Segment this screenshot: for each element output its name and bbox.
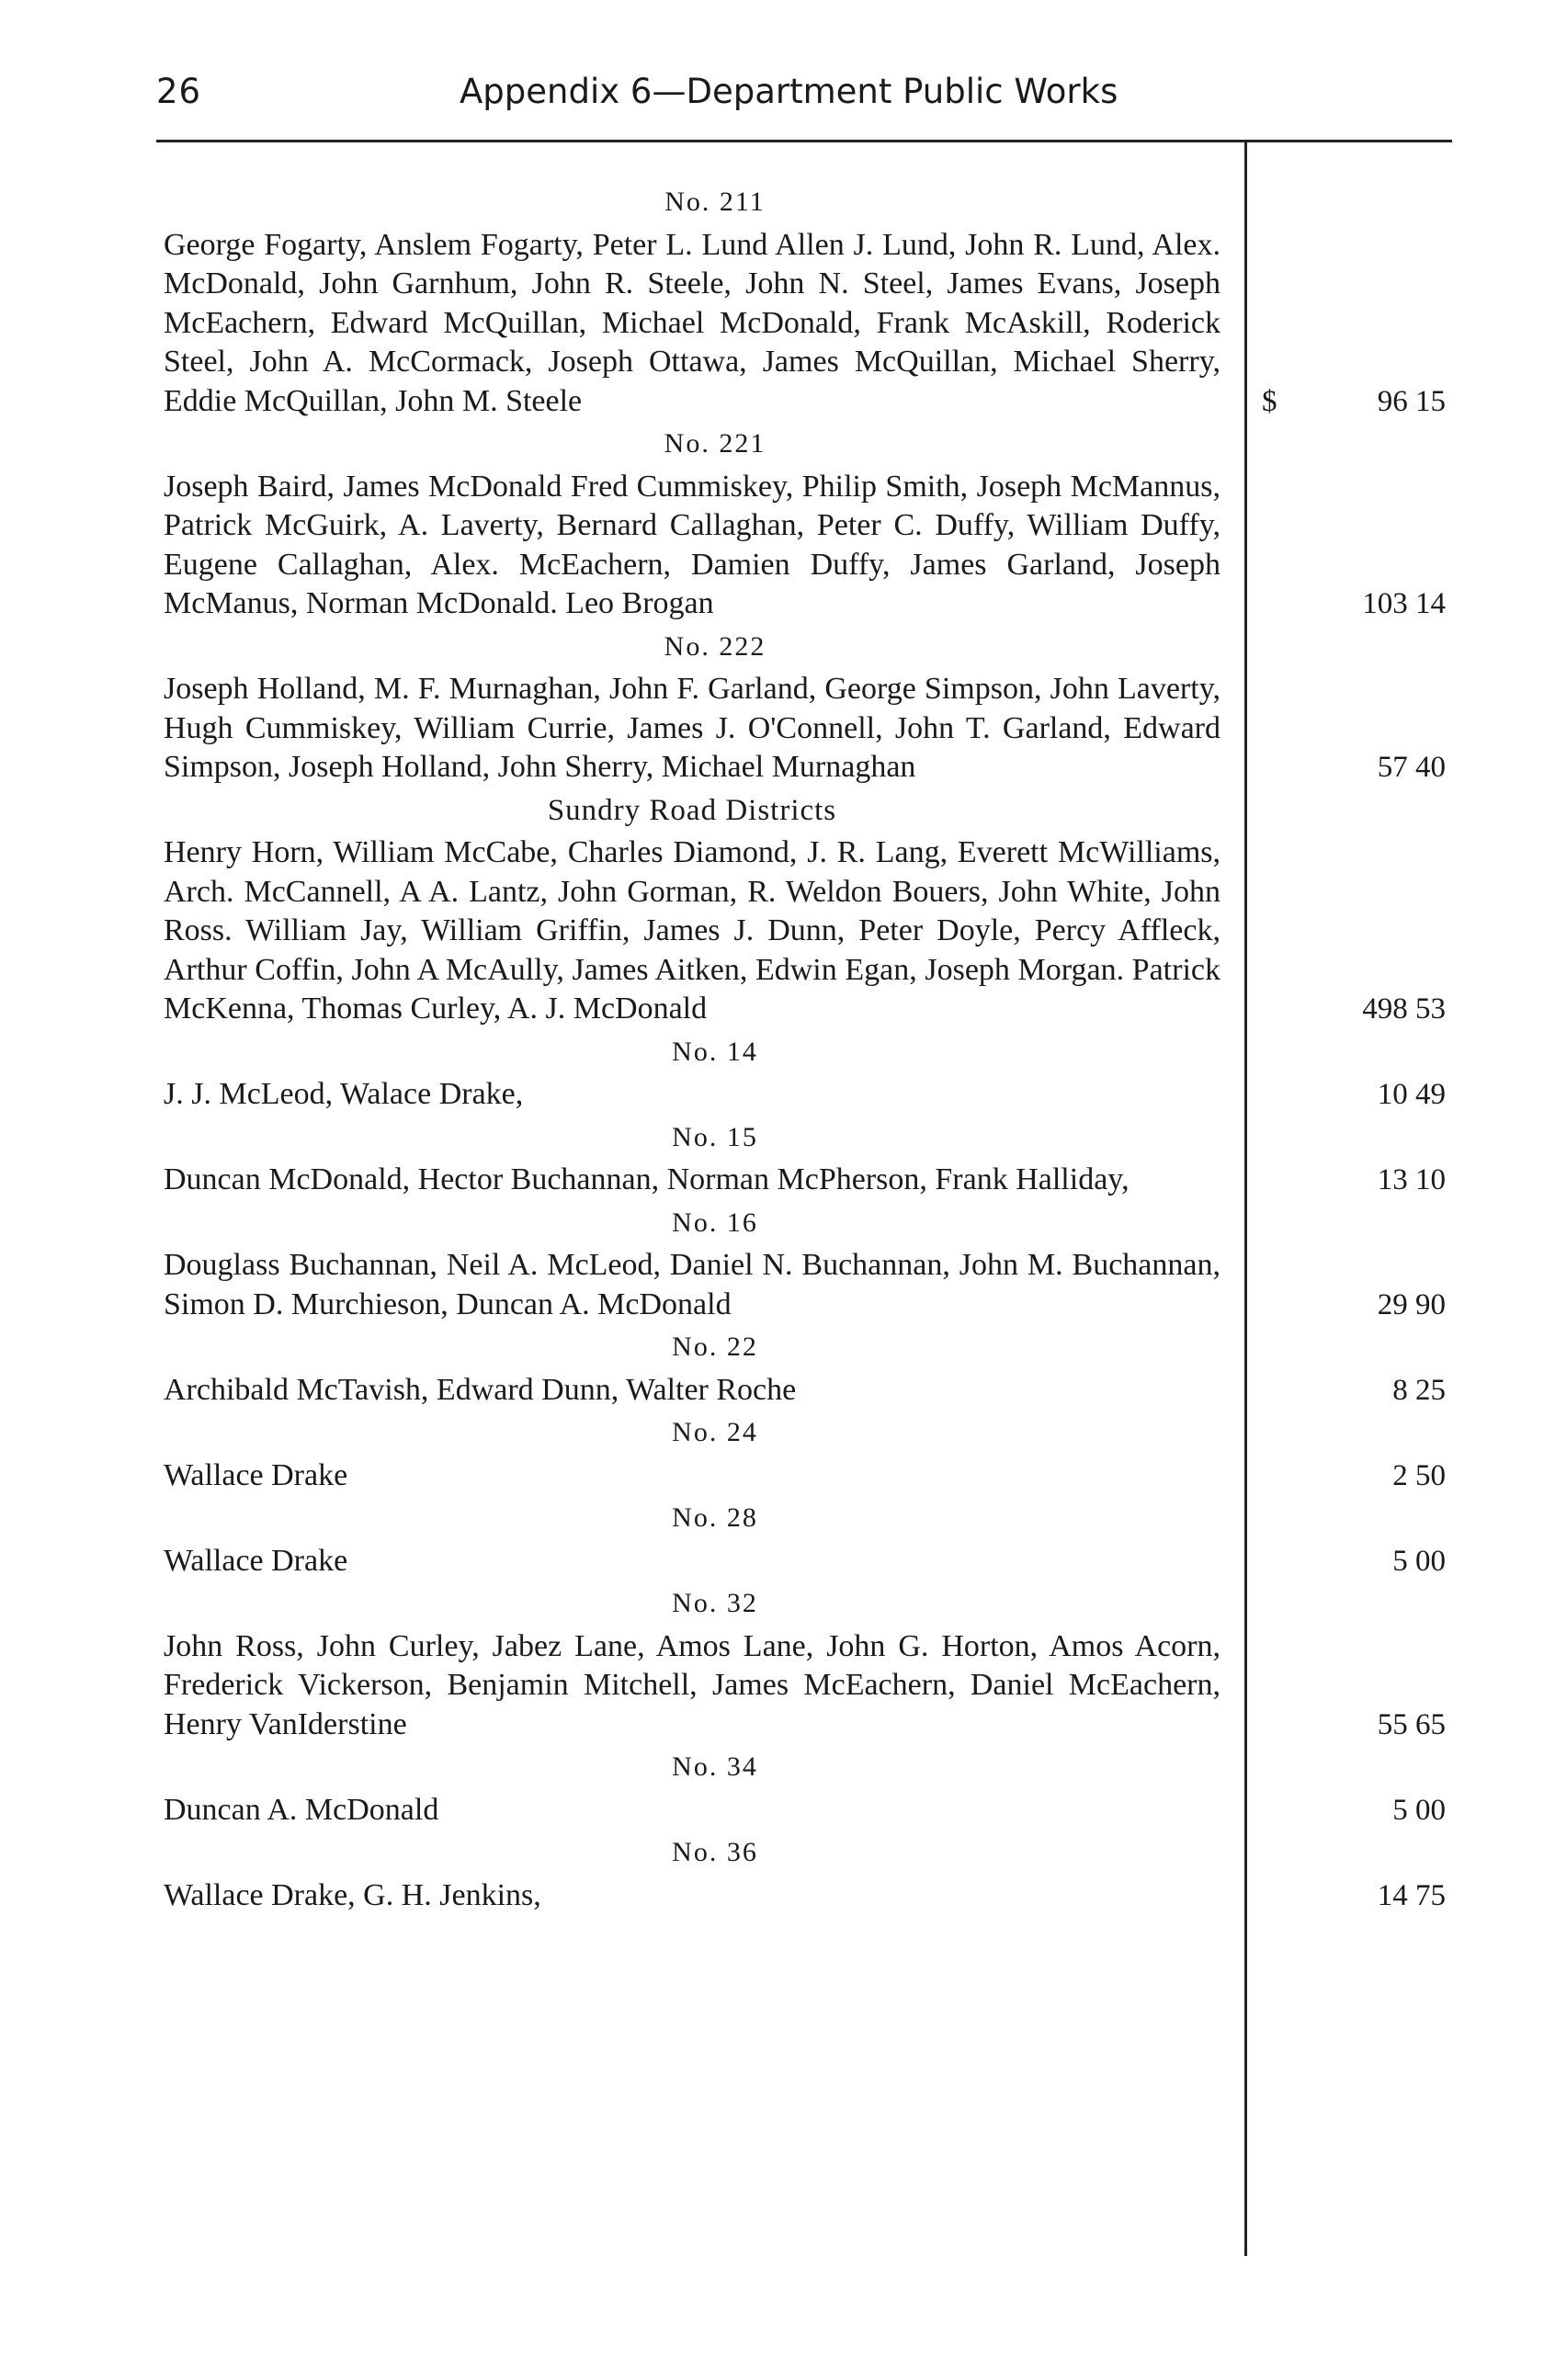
district-heading: No. 36	[672, 1837, 758, 1867]
running-head: Appendix 6—Department Public Works	[460, 72, 1118, 111]
amount: 8 25	[1392, 1373, 1446, 1407]
district-heading: No. 22	[672, 1332, 758, 1362]
amount: 13 10	[1377, 1163, 1446, 1196]
currency-symbol: $	[1262, 384, 1277, 418]
worker-names: Henry Horn, William McCabe, Charles Diamond, J. R. Lang, Everett McWilliams, Arch. McCannell, A A. Lantz, John Gorman, R. Weldon Bouers, John White, John Ross. William Jay, William Griffin, James J. Dunn, Peter Doyle, Percy Affleck, Arthur Coffin, John A McAully, James Aitken, Edwin Egan, Joseph Morgan. Patrick McKenna, Thomas Curley, A. J. McDonald	[164, 835, 1220, 1026]
column-rule	[1244, 142, 1247, 2256]
amount: 5 00	[1392, 1793, 1446, 1827]
district-heading: No. 222	[664, 630, 766, 662]
district-heading: No. 24	[672, 1417, 758, 1447]
district-heading: No. 34	[672, 1751, 758, 1782]
district-section	[164, 1413, 1446, 1495]
amount: 29 90	[1377, 1287, 1446, 1321]
district-heading: No. 221	[664, 428, 766, 459]
amount: 10 49	[1377, 1078, 1446, 1111]
district-heading: No. 211	[664, 187, 766, 217]
amount: 5 00	[1392, 1544, 1446, 1578]
amount	[1262, 382, 1446, 422]
worker-names: Wallace Drake	[164, 1543, 348, 1578]
worker-names: John Ross, John Curley, Jabez Lane, Amos Lane, John G. Horton, Amos Acorn, Frederick Vickerson, Benjamin Mitchell, James McEachern, Daniel McEachern, Henry VanIderstine	[164, 1628, 1220, 1741]
district-heading: No. 16	[672, 1207, 758, 1238]
worker-names: Wallace Drake, G. H. Jenkins,	[164, 1877, 541, 1912]
worker-names: Douglass Buchannan, Neil A. McLeod, Daniel N. Buchannan, John M. Buchannan, Simon D. Murchieson, Duncan A. McDonald	[164, 1248, 1220, 1321]
district-section	[164, 425, 1446, 624]
district-section	[164, 1204, 1446, 1325]
amount-value: 96 15	[1377, 384, 1446, 418]
district-section	[164, 1033, 1446, 1115]
amount: 103 14	[1362, 587, 1446, 620]
worker-names: J. J. McLeod, Walace Drake,	[164, 1077, 524, 1111]
district-section	[164, 791, 1446, 1029]
district-section	[164, 1328, 1446, 1410]
amount: 2 50	[1392, 1458, 1446, 1492]
district-heading: Sundry Road Districts	[547, 793, 837, 827]
district-section	[164, 628, 1446, 788]
worker-names: Duncan McDonald, Hector Buchannan, Norman McPherson, Frank Halliday,	[164, 1162, 1130, 1196]
ledger-body	[164, 179, 1446, 1915]
worker-names: Joseph Baird, James McDonald Fred Cummiskey, Philip Smith, Joseph McMannus, Patrick McGuirk, A. Laverty, Bernard Callaghan, Peter C. Duffy, William Duffy, Eugene Callaghan, Alex. McEachern, Damien Duffy, James Garland, Joseph McManus, Norman McDonald. Leo Brogan	[164, 469, 1220, 620]
district-section	[164, 1833, 1446, 1915]
worker-names: Wallace Drake	[164, 1457, 348, 1492]
page-number: 26	[156, 72, 202, 111]
district-section	[164, 1499, 1446, 1581]
worker-names: Duncan A. McDonald	[164, 1792, 439, 1827]
worker-names: Archibald McTavish, Edward Dunn, Walter Roche	[164, 1372, 797, 1407]
district-heading: No. 14	[672, 1036, 758, 1067]
district-heading: No. 32	[672, 1588, 758, 1618]
worker-names: Joseph Holland, M. F. Murnaghan, John F. Garland, George Simpson, John Laverty, Hugh Cummiskey, William Currie, James J. O'Connell, John T. Garland, Edward Simpson, Joseph Holland, John Sherry, Michael Murnaghan	[164, 672, 1220, 784]
district-section	[164, 1748, 1446, 1830]
worker-names: George Fogarty, Anslem Fogarty, Peter L. Lund Allen J. Lund, John R. Lund, Alex. McDonald, John Garnhum, John R. Steele, John N. Steel, James Evans, Joseph McEachern, Edward McQuillan, Michael McDonald, Frank McAskill, Roderick Steel, John A. McCormack, Joseph Ottawa, James McQuillan, Michael Sherry, Eddie McQuillan, John M. Steele	[164, 227, 1220, 418]
amount: 55 65	[1377, 1707, 1446, 1741]
district-section	[164, 1584, 1446, 1744]
header-rule	[156, 140, 1452, 142]
district-section	[164, 1118, 1446, 1200]
amount: 57 40	[1377, 751, 1446, 784]
district-section	[164, 183, 1446, 421]
district-heading: No. 28	[672, 1502, 758, 1533]
amount: 14 75	[1377, 1878, 1446, 1912]
amount: 498 53	[1362, 992, 1446, 1026]
district-heading: No. 15	[672, 1121, 758, 1152]
